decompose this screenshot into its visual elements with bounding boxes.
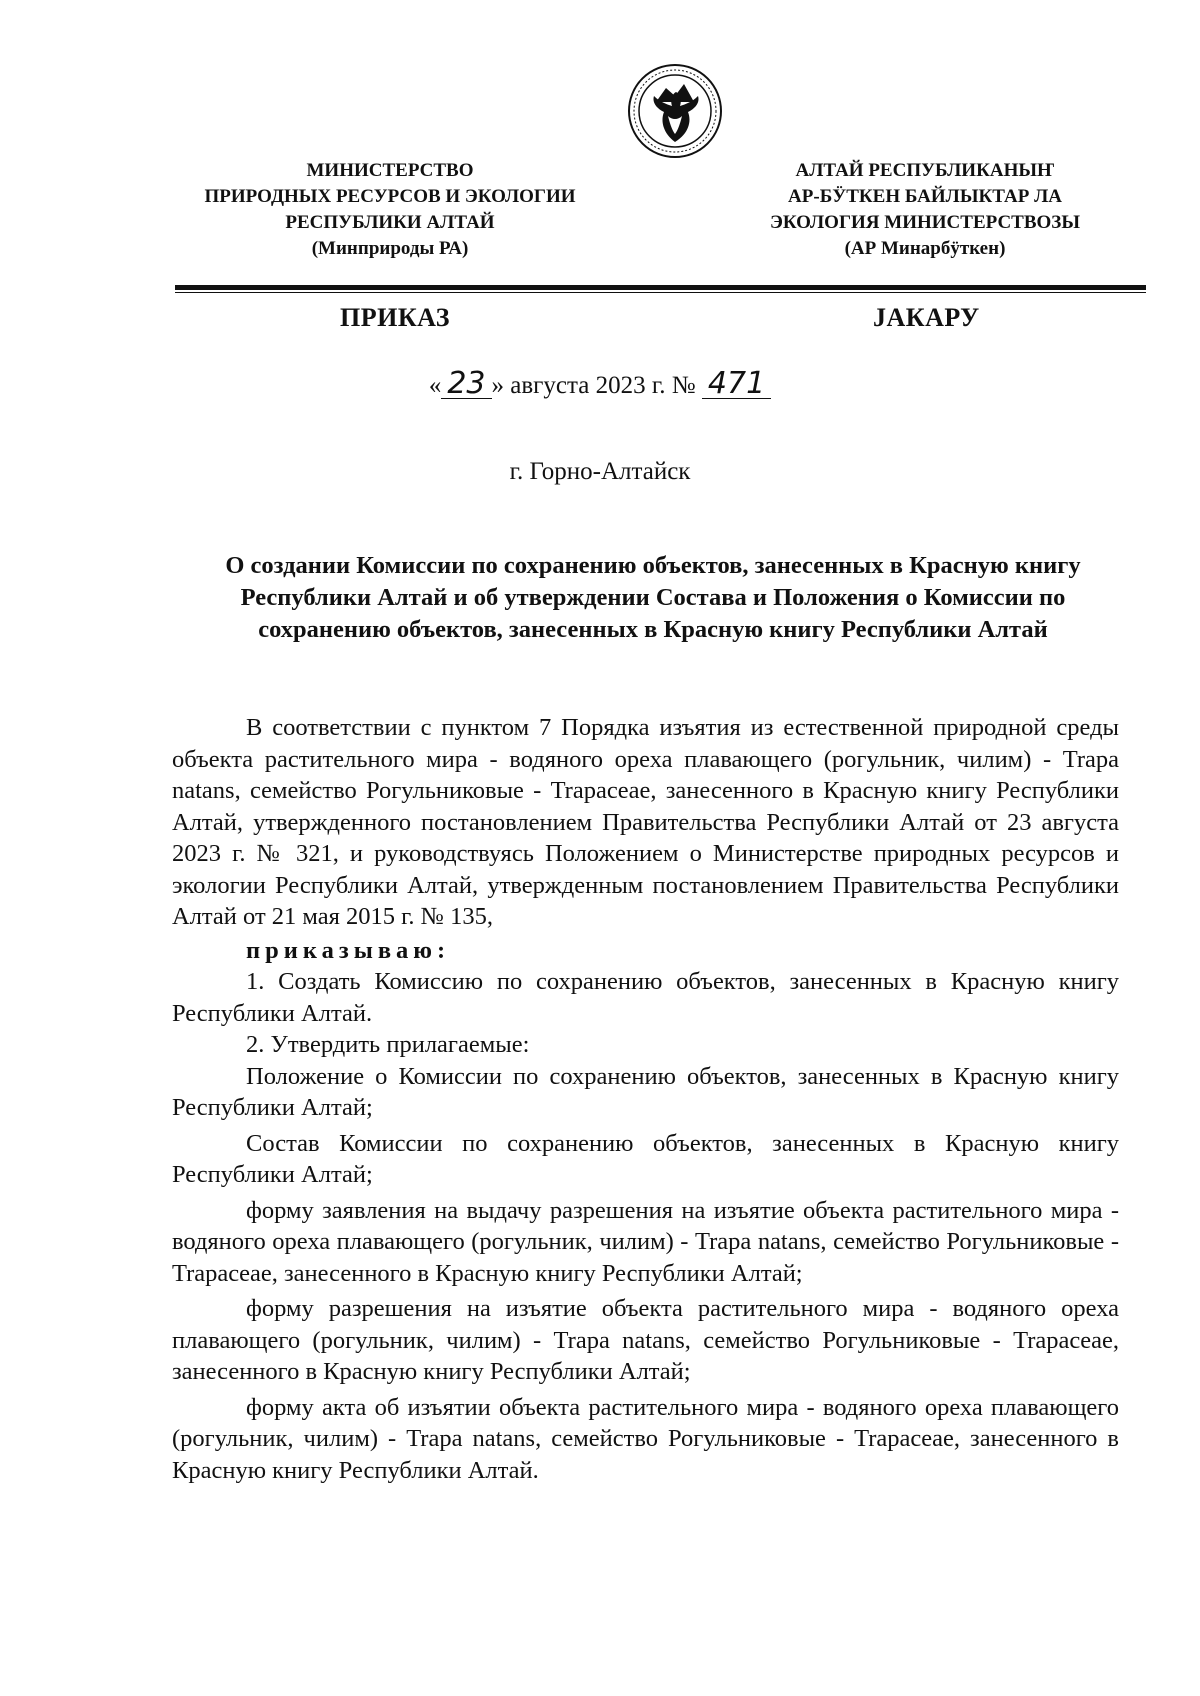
date-month-year: » августа 2023 г. № [491, 372, 696, 399]
item-2-paragraph: 2. Утвердить прилагаемые: [246, 1031, 530, 1058]
item-1-paragraph: 1. Создать Комиссию по сохранению объектов, занесенных в Красную книгу Республики Алтай. [172, 968, 1119, 1027]
header-left-line2: ПРИРОДНЫХ РЕСУРСОВ И ЭКОЛОГИИ [204, 186, 576, 207]
city-line: г. Горно-Алтайск [509, 458, 691, 485]
ministry-header-altai [740, 158, 1110, 262]
decree-word: приказываю: [246, 936, 451, 964]
order-label-altai: ЈАКАРУ [873, 303, 980, 332]
header-divider-thick [175, 285, 1146, 290]
header-right-line3: ЭКОЛОГИЯ МИНИСТЕРСТВОЗЫ [769, 212, 1080, 233]
item-2d-paragraph: форму разрешения на изъятие объекта растительного мира - водяного ореха плавающего (рогульник, чилим) - Trapa natans, семейство Рогульниковые - Trapaceae, занесенного в Красную книгу Республики Алтай; [172, 1295, 1119, 1385]
header-left-line4: (Минприроды РА) [311, 238, 469, 259]
header-left-line1: МИНИСТЕРСТВО [306, 160, 474, 181]
coat-of-arms-emblem [626, 62, 724, 160]
handwritten-order-number: 471 [702, 370, 771, 399]
header-right-line1: АЛТАЙ РЕСПУБЛИКАНЫҤ [795, 160, 1055, 181]
item-2b-paragraph: Состав Комиссии по сохранению объектов, занесенных в Красную книгу Республики Алтай; [172, 1129, 1119, 1188]
order-label-russian: ПРИКАЗ [340, 303, 451, 332]
document-title: О создании Комиссии по сохранению объектов, занесенных в Красную книгу Республики Алтай и об утверждении Состава и Положения о Комиссии по сохранению объектов, занесенных в Красную книгу Республики Алтай [225, 552, 1081, 643]
header-right-line4: (АР Минарбӱткен) [844, 238, 1006, 259]
date-open-quote: « [428, 372, 442, 399]
header-right-line2: АР-БӰТКЕН БАЙЛЫКТАР ЛА [788, 186, 1062, 207]
item-2e-paragraph: форму акта об изъятии объекта растительного мира - водяного ореха плавающего (рогульник, чилим) - Trapa natans, семейство Рогульниковые - Trapaceae, занесенного в Красную книгу Республики Алтай. [172, 1393, 1119, 1484]
intro-paragraph: В соответствии с пунктом 7 Порядка изъятия из естественной природной среды объекта растительного мира - водяного ореха плавающего (рогульник, чилим) - Trapa natans, семейство Рогульниковые - Trapaceae, занесенного в Красную книгу Республики Алтай, утвержденного постановлением Правительства Республики Алтай от 23 августа 2023 г. № 321, и руководствуясь Положением о Министерстве природных ресурсов и экологии Республики Алтай, утвержденным постановлением Правительства Республики Алтай от 21 мая 2015 г. № 135, [172, 714, 1119, 930]
ministry-header-russian [170, 158, 610, 262]
handwritten-day: 23 [441, 370, 491, 399]
item-2a-paragraph: Положение о Комиссии по сохранению объектов, занесенных в Красную книгу Республики Алтай; [172, 1062, 1119, 1121]
header-divider-thin [175, 292, 1146, 293]
document-body [172, 712, 1119, 1486]
header-left-line3: РЕСПУБЛИКИ АЛТАЙ [285, 212, 495, 233]
item-2c-paragraph: форму заявления на выдачу разрешения на изъятие объекта растительного мира - водяного ореха плавающего (рогульник, чилим) - Trapa natans, семейство Рогульниковые - Trapaceae, занесенного в Красную книгу Республики Алтай; [172, 1196, 1119, 1287]
order-date-line [0, 366, 1200, 401]
